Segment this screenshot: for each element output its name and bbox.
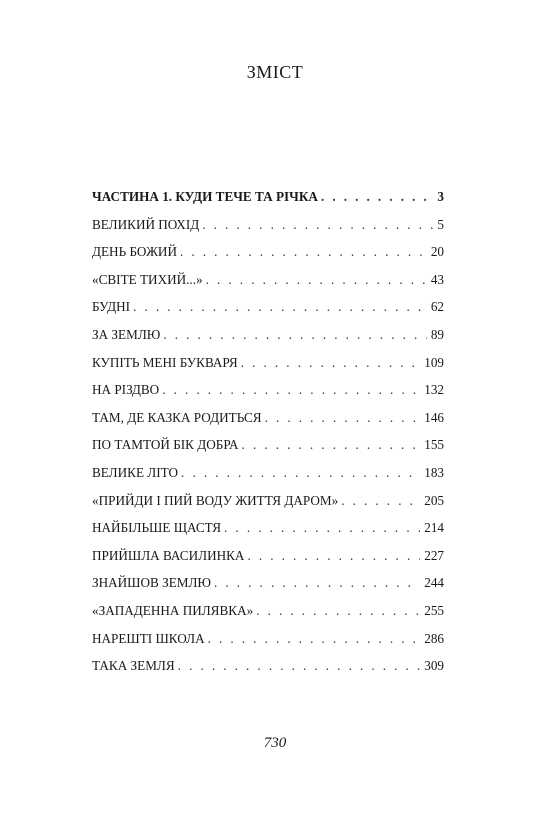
toc-entry-page: 255 [424, 602, 444, 618]
toc-dot-leader [224, 514, 420, 542]
toc-dot-leader [321, 183, 433, 211]
toc-entry-title: БУДНІ [92, 299, 131, 315]
toc-entry-title: НА РІЗДВО [92, 382, 160, 398]
toc-entry-page: 132 [424, 382, 444, 398]
toc-dot-leader [214, 569, 420, 597]
table-of-contents [92, 183, 444, 680]
toc-entry [92, 349, 444, 377]
toc-entry-page: 20 [430, 244, 444, 260]
toc-entry-title: ПРИЙШЛА ВАСИЛИНКА [92, 547, 245, 563]
toc-entry-title: ЧАСТИНА 1. КУДИ ТЕЧЕ ТА РІЧКА [92, 189, 318, 204]
toc-dot-leader [242, 431, 421, 459]
toc-entry-title: КУПІТЬ МЕНІ БУКВАРЯ [92, 354, 238, 370]
toc-entry-page: 43 [430, 271, 444, 287]
toc-entry [92, 542, 444, 570]
toc-dot-leader [133, 293, 427, 321]
toc-entry-page: 109 [424, 354, 444, 370]
toc-dot-leader [256, 597, 420, 625]
toc-dot-leader [241, 349, 420, 377]
toc-entry [92, 487, 444, 515]
toc-entry-page: 146 [424, 409, 444, 425]
toc-entry-page: 3 [437, 189, 444, 204]
toc-entry [92, 431, 444, 459]
toc-entry [92, 293, 444, 321]
toc-dot-leader [265, 404, 421, 432]
toc-entry [92, 238, 444, 266]
toc-entry-page: 227 [424, 547, 444, 563]
toc-entry [92, 459, 444, 487]
toc-entry-page: 89 [430, 326, 444, 342]
toc-dot-leader [202, 211, 433, 239]
toc-entry [92, 376, 444, 404]
toc-entry-title: «ЗАПАДЕННА ПИЛЯВКА» [92, 602, 254, 618]
toc-entry-title: ЗА ЗЕМЛЮ [92, 326, 161, 342]
toc-entry-page: 62 [430, 299, 444, 315]
toc-dot-leader [163, 321, 426, 349]
toc-entry-title: НАЙБІЛЬШЕ ЩАСТЯ [92, 520, 222, 536]
toc-entry-title: ВЕЛИКИЙ ПОХІД [92, 216, 200, 232]
toc-dot-leader [180, 238, 427, 266]
toc-dot-leader [181, 459, 420, 487]
toc-entry [92, 625, 444, 653]
toc-dot-leader [247, 542, 420, 570]
toc-dot-leader [206, 266, 427, 294]
toc-entry-page: 183 [424, 464, 444, 480]
toc-entry [92, 652, 444, 680]
toc-dot-leader [178, 652, 421, 680]
toc-dot-leader [208, 625, 421, 653]
toc-entry-title: ПО ТАМТОЙ БІК ДОБРА [92, 437, 239, 453]
page-title: ЗМІСТ [246, 62, 304, 82]
toc-entry [92, 514, 444, 542]
toc-entry [92, 266, 444, 294]
toc-entry-page: 286 [424, 630, 444, 646]
toc-entry-page: 155 [424, 437, 444, 453]
toc-entry-page: 5 [437, 216, 444, 232]
toc-entry [92, 211, 444, 239]
toc-entry-title: «ПРИЙДИ І ПИЙ ВОДУ ЖИТТЯ ДАРОМ» [92, 492, 339, 508]
toc-entry-title: ЗНАЙШОВ ЗЕМЛЮ [92, 575, 211, 591]
toc-entry [92, 404, 444, 432]
toc-entry-page: 244 [424, 575, 444, 591]
page-number: 730 [263, 735, 287, 751]
toc-entry-title: ДЕНЬ БОЖИЙ [92, 244, 177, 260]
toc-dot-leader [162, 376, 420, 404]
toc-entry-title: «СВІТЕ ТИХИЙ...» [92, 271, 203, 287]
toc-entry-page: 214 [424, 520, 444, 536]
toc-entry [92, 321, 444, 349]
toc-entry-title: ВЕЛИКЕ ЛІТО [92, 464, 179, 480]
toc-entry-title: ТАКА ЗЕМЛЯ [92, 658, 175, 674]
toc-entry-title: НАРЕШТІ ШКОЛА [92, 630, 205, 646]
toc-entry-page: 309 [424, 658, 444, 674]
toc-entry [92, 183, 444, 211]
toc-dot-leader [341, 487, 420, 515]
toc-entry [92, 597, 444, 625]
toc-entry-title: ТАМ, ДЕ КАЗКА РОДИТЬСЯ [92, 409, 262, 425]
toc-entry [92, 569, 444, 597]
toc-entry-page: 205 [424, 492, 444, 508]
